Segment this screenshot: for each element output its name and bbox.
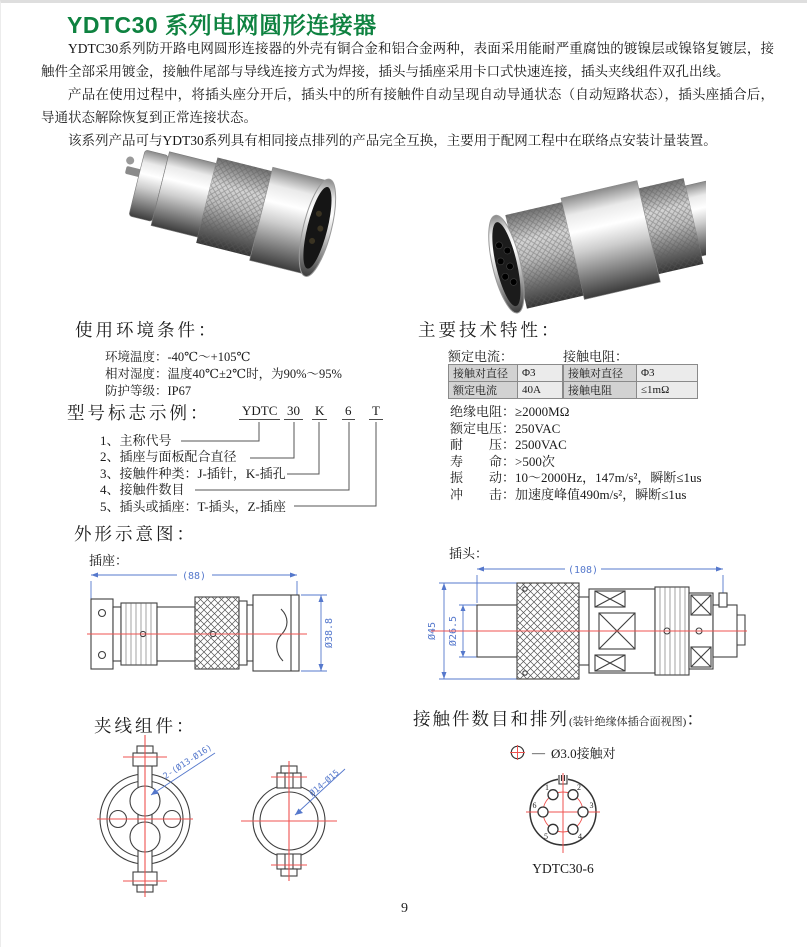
- model-heading: 型号标志示例：: [67, 403, 211, 423]
- clamp-drawings: [93, 731, 353, 901]
- contact-number: 2: [577, 783, 581, 792]
- model-code-part: T: [369, 403, 383, 420]
- intro-paragraph-2: 产品在使用过程中，将插头座分开后，插头中的所有接触件自动呈现自动导通状态（自动短路状态），插头座插合后，导通状态解除恢复到正常连接状态。: [41, 87, 774, 125]
- page-title: YDTC30 系列电网圆形连接器: [67, 12, 377, 38]
- clamp-left-dimension: 2-(Ø13-Ø16): [161, 742, 215, 782]
- intro-paragraph-3: 该系列产品可与YDT30系列具有相同接点排列的产品完全互换，主要用于配网工程中在联络点安装计量装置。: [68, 133, 717, 148]
- table-row: 接触对直径 Φ3: [564, 365, 698, 382]
- environment-item: 环境温度：-40℃～+105℃: [105, 350, 251, 364]
- plug-outline-drawing: [415, 553, 751, 701]
- plug-photo: [481, 160, 706, 315]
- socket-diameter-dimension: Ø38.8: [324, 617, 335, 649]
- contact-number: 6: [532, 801, 537, 810]
- plug-label: 插头：: [449, 546, 489, 561]
- plug-length-dimension: (108): [567, 565, 599, 576]
- table-row: 额定电流 40A: [449, 382, 563, 399]
- contact-resistance-table: [563, 364, 698, 399]
- product-photos: [106, 129, 706, 315]
- plug-inner-diameter-dimension: Ø26.5: [448, 615, 459, 647]
- table-row: 接触对直径 Φ3: [449, 365, 563, 382]
- clamp-drawing-double: [97, 735, 215, 897]
- spec-item: 绝缘电阻：≥2000MΩ: [450, 404, 570, 419]
- environment-item: 相对湿度：温度40℃±2℃时，为90%～95%: [105, 367, 342, 381]
- contacts-heading: 接触件数目和排列(装针绝缘体插合面视图)：: [413, 709, 704, 729]
- contact-model-label: YDTC30-6: [532, 861, 594, 876]
- socket-label: 插座：: [89, 553, 129, 568]
- spec-item: 耐 压：2500VAC: [450, 437, 567, 453]
- contact-number: 3: [589, 801, 594, 810]
- clamp-right-dimension: Ø14~Ø15: [307, 768, 342, 799]
- table-row: 接触电阻 ≤1mΩ: [564, 382, 698, 399]
- environment-heading: 使用环境条件：: [75, 320, 219, 340]
- model-item: 1、主称代号: [100, 433, 172, 448]
- spec-item: 寿 命：>500次: [450, 453, 555, 469]
- socket-length-dimension: (88): [181, 571, 207, 582]
- model-code-part: 6: [342, 403, 355, 420]
- environment-list: [105, 349, 342, 400]
- outline-heading: 外形示意图：: [74, 524, 197, 544]
- page-number: 9: [401, 901, 408, 916]
- features-heading: 主要技术特性：: [418, 320, 562, 340]
- model-item: 3、接触件种类：J-插针，K-插孔: [100, 465, 286, 481]
- rated-current-label: 额定电流：: [448, 349, 514, 364]
- contact-arrangement-diagram: [518, 765, 608, 857]
- model-item: 4、接触件数目: [100, 482, 185, 498]
- clamp-heading: 夹线组件：: [94, 716, 197, 736]
- contact-number: 4: [578, 832, 582, 841]
- contact-number: 1: [545, 783, 549, 792]
- spec-item: 冲 击：加速度峰值490m/s²，瞬断≤1us: [450, 486, 687, 502]
- model-item: 5、插头或插座：T-插头，Z-插座: [100, 498, 286, 514]
- environment-item: 防护等级：IP67: [105, 384, 192, 398]
- model-code-part: 30: [284, 403, 303, 420]
- contact-legend: [509, 743, 616, 762]
- socket-photo: [109, 130, 343, 279]
- legend-text: Ø3.0接触对: [551, 746, 616, 761]
- legend-dash: —: [532, 744, 545, 760]
- model-code-part: YDTC: [239, 403, 280, 420]
- clamp-drawing-single: [241, 761, 345, 881]
- rated-current-table: [448, 364, 563, 399]
- contact-resistance-label: 接触电阻：: [563, 349, 629, 364]
- model-item: 2、插座与面板配合直径: [100, 449, 237, 465]
- socket-outline-drawing: [85, 561, 337, 693]
- model-leader-lines: [151, 407, 391, 511]
- model-code-part: K: [312, 403, 327, 420]
- spec-item: 振 动：10～2000Hz，147m/s²，瞬断≤1us: [450, 470, 702, 486]
- spec-list: [450, 404, 702, 504]
- intro-paragraph-1: YDTC30系列防开路电网圆形连接器的外壳有铜合金和铝合金两种，表面采用能耐严重腐蚀的镀镍层或镍铬复镀层，接触件全部采用镀金，接触件尾部与导线连接方式为焊接，插头与插座采用卡口式快速连接，插头夹线组件双孔出线。: [41, 41, 774, 79]
- plug-outer-diameter-dimension: Ø45: [427, 621, 438, 641]
- contact-pair-icon: [509, 744, 526, 761]
- spec-item: 额定电压：250VAC: [450, 420, 561, 436]
- contact-number: 5: [544, 832, 548, 841]
